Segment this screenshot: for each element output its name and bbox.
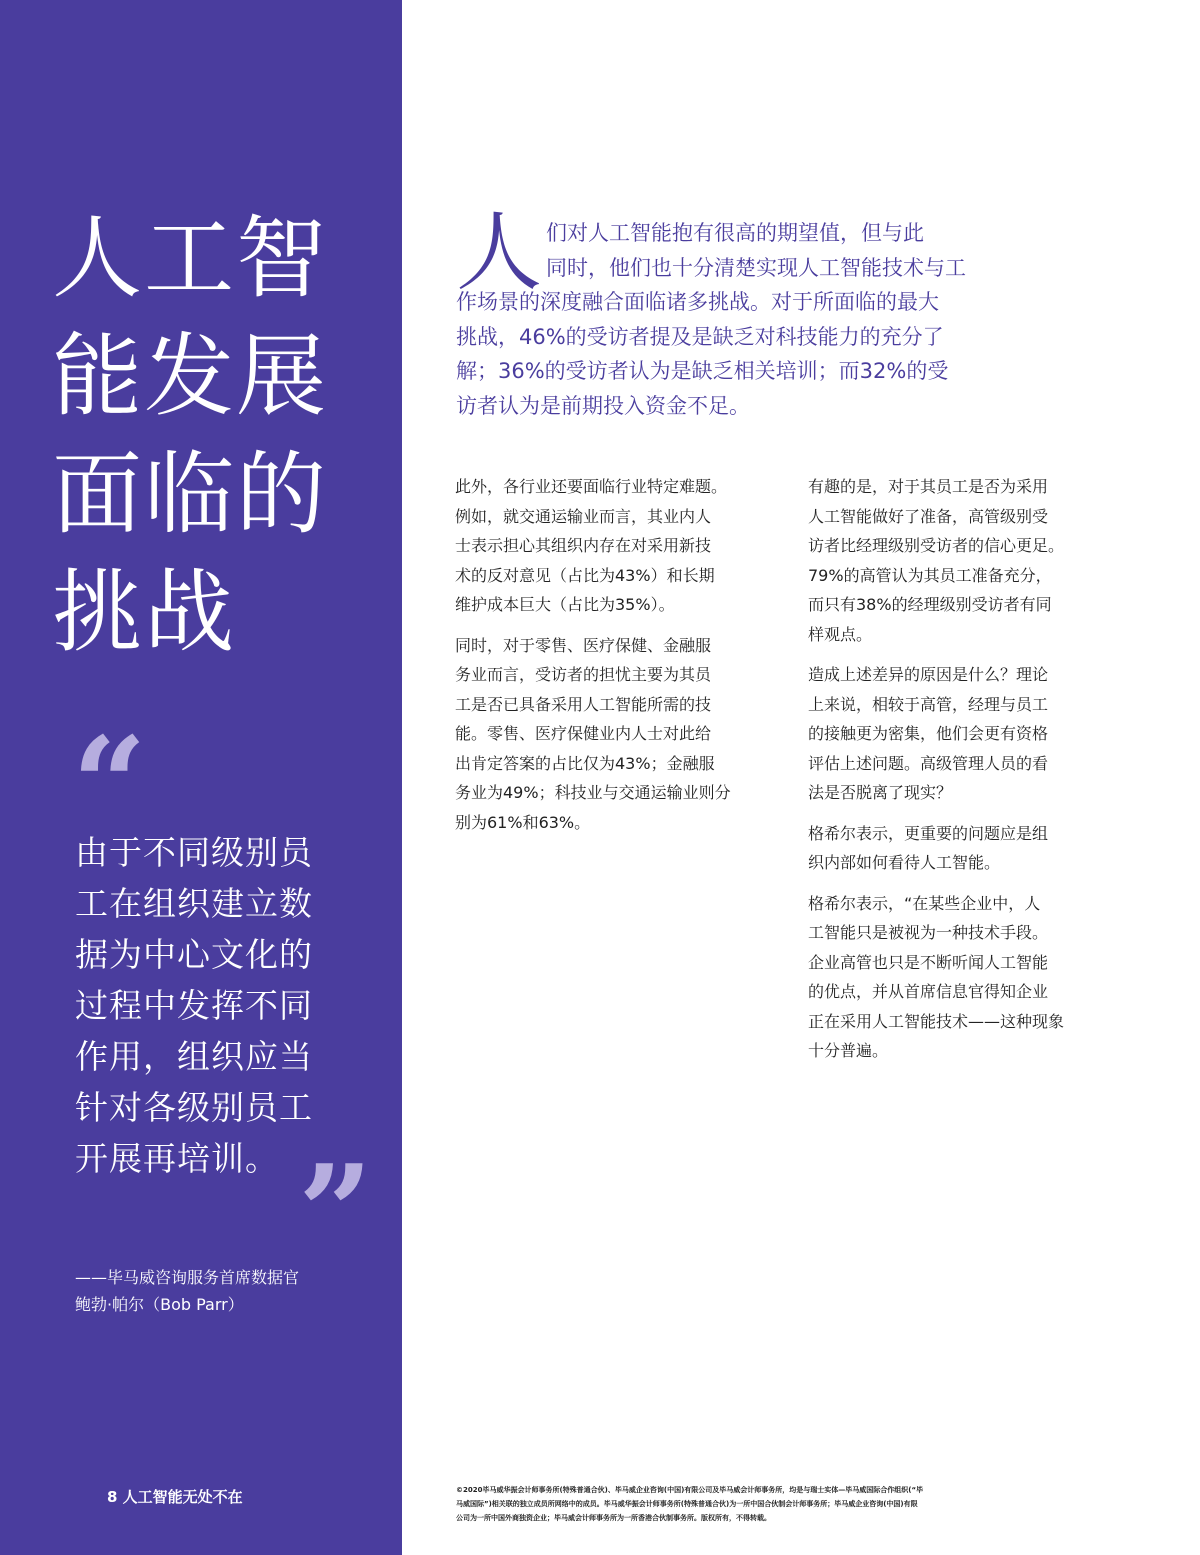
intro-line: 挑战，46%的受访者提及是缺乏对科技能力的充分了 [456,324,944,349]
intro-line: 访者认为是前期投入资金不足。 [456,393,750,418]
title-line: 面临的 [52,442,328,547]
quote-line: 针对各级别员工 [75,1088,313,1127]
copyright-footer [456,1483,1126,1525]
sidebar-panel [0,0,402,1555]
text-line: 同时，对于零售、医疗保健、金融服 [455,635,712,655]
text-line: 企业高管也只是不断听闻人工智能 [808,952,1049,972]
attribution-role: ——毕马威咨询服务首席数据官 [75,1268,300,1287]
text-line: 此外，各行业还要面临行业特定难题。 [455,477,728,496]
text-line: 评估上述问题。高级管理人员的看 [808,753,1049,773]
text-line: 术的反对意见（占比为43%）和长期 [455,565,715,585]
text-line: 法是否脱离了现实？ [808,783,953,802]
text-line: 织内部如何看待人工智能。 [808,853,1001,872]
text-line: 正在采用人工智能技术——这种现象 [808,1011,1065,1031]
text-line: 上来说，相较于高管，经理与员工 [808,694,1049,714]
body-column-left [455,472,775,848]
quote-line: 过程中发挥不同 [75,986,313,1025]
intro-paragraph [456,203,1036,423]
quote-line: 开展再培训。 [75,1139,279,1178]
text-line: 能。零售、医疗保健业内人士对此给 [455,724,712,743]
text-line: 格希尔表示，“在某些企业中，人 [808,893,1041,913]
text-line: 79%的高管认为其员工准备充分， [808,565,1052,585]
pull-quote [75,827,365,1184]
text-line: 别为61%和63%。 [455,812,591,832]
text-line: 人工智能做好了准备，高管级别受 [808,506,1049,526]
attribution-name: 鲍勃·帕尔（Bob Parr） [75,1295,244,1314]
paragraph [455,631,775,838]
open-quote-mark: “ [72,708,147,861]
text-line: 务业而言，受访者的担忧主要为其员 [455,665,712,684]
text-line: 样观点。 [808,624,873,644]
text-line: 工智能只是被视为一种技术手段。 [808,923,1049,942]
paragraph [808,660,1128,808]
text-line: 士表示担心其组织内存在对采用新技 [455,536,712,555]
quote-line: 由于不同级别员 [75,833,313,872]
title-line: 能发展 [52,324,328,429]
body-column-right [808,472,1128,1077]
text-line: 维护成本巨大（占比为35%）。 [455,595,675,614]
text-line: 的优点，并从首席信息官得知企业 [808,982,1049,1001]
footer-line: 公司为一所中国外商独资企业；毕马威会计师事务所为一所香港合伙制事务所。版权所有，不得转载。 [456,1514,771,1522]
paragraph [455,472,775,620]
text-line: 工是否已具备采用人工智能所需的技 [455,694,712,714]
page-title [52,200,372,672]
text-line: 务业为49%；科技业与交通运输业则分 [455,783,731,802]
text-line: 例如，就交通运输业而言，其业内人 [455,506,712,526]
quote-line: 据为中心文化的 [75,935,313,974]
quote-line: 工在组织建立数 [75,884,313,923]
text-line: 十分普遍。 [808,1041,889,1060]
close-quote-mark: ” [298,1136,373,1289]
intro-line: 解；36%的受访者认为是缺乏相关培训；而32%的受 [456,359,949,383]
title-line: 挑战 [52,560,236,665]
text-line: 的接触更为密集，他们会更有资格 [808,724,1049,743]
text-line: 访者比经理级别受访者的信心更足。 [808,536,1065,555]
text-line: 造成上述差异的原因是什么？理论 [808,665,1049,684]
paragraph [808,472,1128,649]
text-line: 出肯定答案的占比仅为43%；金融服 [455,753,715,773]
footer-line: ©2020毕马威华振会计师事务所(特殊普通合伙)、毕马威企业咨询(中国)有限公司及毕马威会计师事务所，均是与瑞士实体—毕马威国际合作组织(“毕 [456,1486,924,1494]
quote-line: 作用，组织应当 [75,1037,313,1076]
paragraph [808,819,1128,878]
title-line: 人工智 [52,206,328,311]
paragraph [808,889,1128,1066]
drop-cap: 人 [456,203,542,303]
text-line: 有趣的是，对于其员工是否为采用 [808,477,1049,496]
intro-line: 同时，他们也十分清楚实现人工智能技术与工 [546,255,966,280]
text-line: 格希尔表示，更重要的问题应是组 [808,823,1049,843]
text-line: 而只有38%的经理级别受访者有同 [808,595,1052,614]
quote-attribution [75,1264,299,1318]
page-number: 8 人工智能无处不在 [107,1488,243,1506]
intro-line: 们对人工智能抱有很高的期望值，但与此 [546,221,924,245]
footer-line: 马威国际”)相关联的独立成员所网络中的成员。毕马威华振会计师事务所(特殊普通合伙)为一所中国合伙制会计师事务所；毕马威企业咨询(中国)有限 [456,1500,918,1508]
intro-line: 作场景的深度融合面临诸多挑战。对于所面临的最大 [456,290,939,314]
